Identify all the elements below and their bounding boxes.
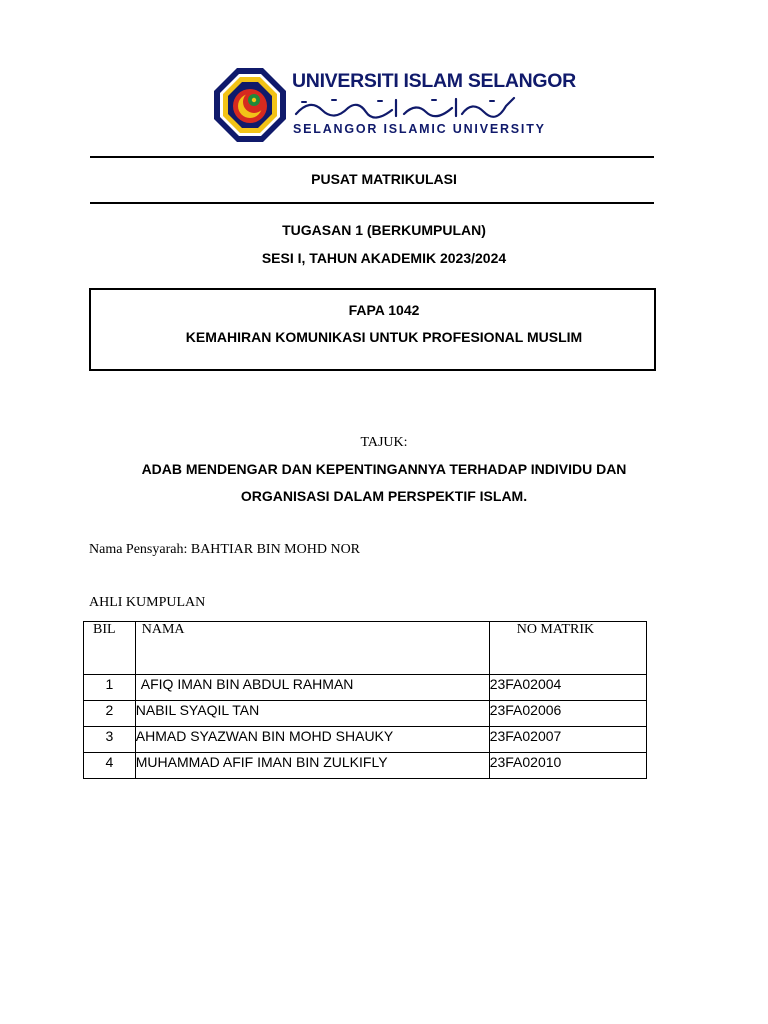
row-nama: MUHAMMAD AFIF IMAN BIN ZULKIFLY bbox=[135, 753, 489, 779]
arabic-name-calligraphy bbox=[292, 94, 520, 120]
topic-line-1: ADAB MENDENGAR DAN KEPENTINGANNYA TERHADAP INDIVIDU DAN bbox=[141, 461, 627, 477]
assignment-title: TUGASAN 1 (BERKUMPULAN) bbox=[282, 222, 486, 238]
row-matrik: 23FA02010 bbox=[489, 753, 646, 779]
course-code: FAPA 1042 bbox=[348, 302, 420, 318]
table-row bbox=[84, 675, 647, 701]
topic-label: TAJUK: bbox=[360, 435, 408, 450]
center-name: PUSAT MATRIKULASI bbox=[311, 171, 457, 187]
table-row bbox=[84, 701, 647, 727]
course-name: KEMAHIRAN KOMUNIKASI UNTUK PROFESIONAL MUSLIM bbox=[185, 329, 583, 345]
members-label: AHLI KUMPULAN bbox=[89, 595, 206, 610]
row-bil: 2 bbox=[84, 701, 136, 727]
session-title: SESI I, TAHUN AKADEMIK 2023/2024 bbox=[261, 250, 507, 266]
row-bil: 3 bbox=[84, 727, 136, 753]
members-table bbox=[83, 621, 647, 779]
university-logo bbox=[212, 66, 576, 144]
university-emblem-icon bbox=[212, 66, 288, 144]
table-header-row bbox=[84, 622, 647, 675]
table-row bbox=[84, 753, 647, 779]
row-nama: AHMAD SYAZWAN BIN MOHD SHAUKY bbox=[135, 727, 489, 753]
header-nama: NAMA bbox=[135, 622, 489, 675]
top-divider bbox=[90, 156, 654, 158]
row-matrik: 23FA02006 bbox=[489, 701, 646, 727]
row-matrik: 23FA02007 bbox=[489, 727, 646, 753]
university-name: UNIVERSITI ISLAM SELANGOR bbox=[292, 70, 576, 92]
topic-line-2: ORGANISASI DALAM PERSPEKTIF ISLAM. bbox=[240, 488, 528, 504]
table-row bbox=[84, 727, 647, 753]
row-nama: NABIL SYAQIL TAN bbox=[135, 701, 489, 727]
header-bil: BIL bbox=[84, 622, 136, 675]
row-matrik: 23FA02004 bbox=[489, 675, 646, 701]
row-bil: 4 bbox=[84, 753, 136, 779]
university-subtitle: SELANGOR ISLAMIC UNIVERSITY bbox=[293, 122, 546, 136]
bottom-divider bbox=[90, 202, 654, 204]
header-no-matrik: NO MATRIK bbox=[489, 622, 646, 675]
row-nama: AFIQ IMAN BIN ABDUL RAHMAN bbox=[135, 675, 489, 701]
lecturer-name: Nama Pensyarah: BAHTIAR BIN MOHD NOR bbox=[89, 542, 361, 557]
row-bil: 1 bbox=[84, 675, 136, 701]
